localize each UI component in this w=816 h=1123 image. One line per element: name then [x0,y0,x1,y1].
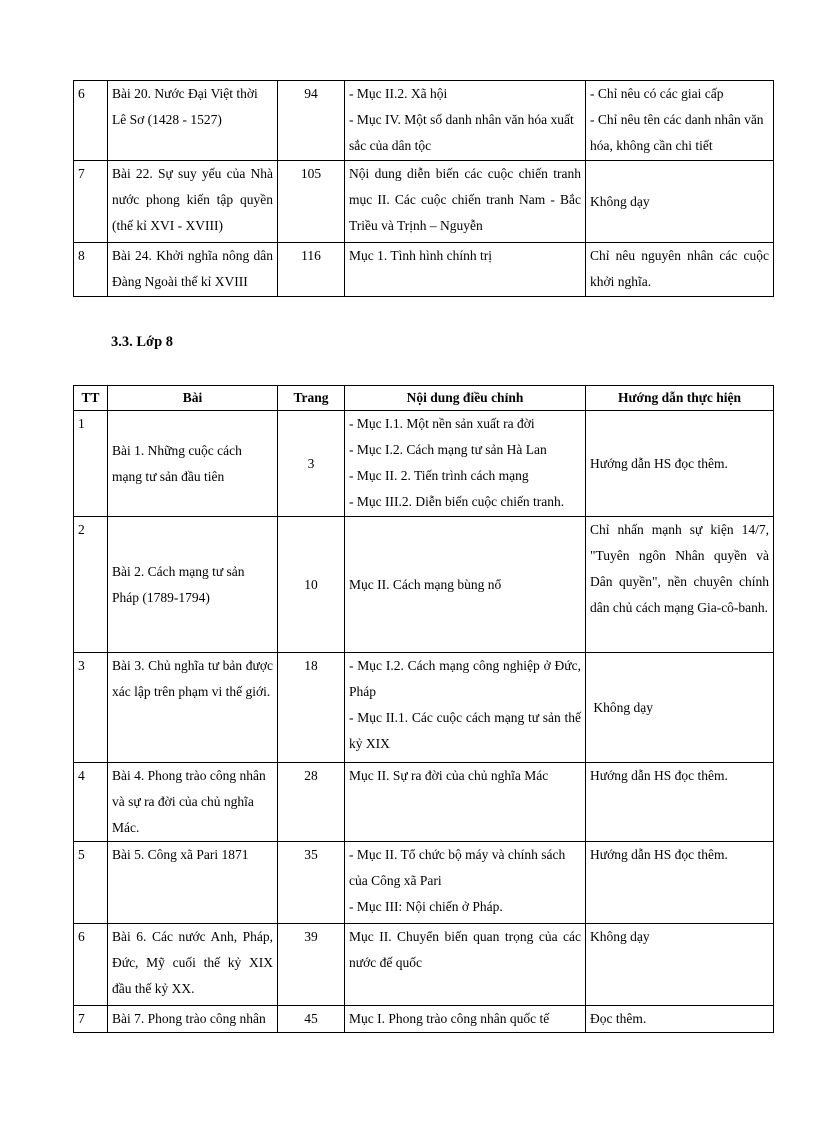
table-row [74,411,774,517]
guide-line: - Chỉ nêu tên các danh nhân văn hóa, không cần chi tiết [590,112,764,153]
cell-bai: Bài 5. Công xã Pari 1871 [108,842,278,924]
cell-noi-dung [345,653,586,763]
cell-huong-dan [586,81,774,161]
cell-bai: Bài 3. Chủ nghĩa tư bản được xác lập trên phạm vi thế giới. [108,653,278,763]
cell-huong-dan: Đọc thêm. [586,1006,774,1033]
content-line: - Mục II. 2. Tiến trình cách mạng [349,468,529,483]
cell-tt: 6 [74,81,108,161]
cell-trang: 39 [278,924,345,1006]
cell-tt: 3 [74,653,108,763]
header-trang: Trang [278,386,345,411]
cell-trang: 94 [278,81,345,161]
cell-noi-dung: Mục I. Phong trào công nhân quốc tế [345,1006,586,1033]
table-row [74,1006,774,1033]
table-row [74,517,774,653]
cell-tt: 5 [74,842,108,924]
cell-trang: 3 [278,411,345,517]
cell-huong-dan: Không dạy [586,161,774,243]
header-tt: TT [74,386,108,411]
cell-huong-dan: Không dạy [586,653,774,763]
cell-trang: 28 [278,763,345,842]
cell-tt: 1 [74,411,108,517]
cell-noi-dung: Mục II. Cách mạng bùng nổ [345,517,586,653]
cell-trang: 105 [278,161,345,243]
cell-trang: 35 [278,842,345,924]
cell-huong-dan: Chỉ nêu nguyên nhân các cuộc khởi nghĩa. [586,243,774,297]
cell-huong-dan: Chỉ nhấn mạnh sự kiện 14/7, "Tuyên ngôn Nhân quyền và Dân quyền", nền chuyên chính dân chủ cách mạng Gia-cô-banh. [586,517,774,653]
cell-tt: 2 [74,517,108,653]
cell-noi-dung: Mục II. Sự ra đời của chủ nghĩa Mác [345,763,586,842]
cell-trang: 18 [278,653,345,763]
cell-noi-dung [345,411,586,517]
cell-huong-dan: Hướng dẫn HS đọc thêm. [586,763,774,842]
table-grade7-continued [73,80,774,297]
table-row [74,243,774,297]
cell-bai: Bài 22. Sự suy yếu của Nhà nước phong kiến tập quyền (thế kỉ XVI - XVIII) [108,161,278,243]
content-line: - Mục II.2. Xã hội [349,86,448,101]
header-noi-dung: Nội dung điều chỉnh [345,386,586,411]
header-bai: Bài [108,386,278,411]
cell-bai: Bài 2. Cách mạng tư sản Pháp (1789-1794) [108,517,278,653]
cell-bai: Bài 24. Khởi nghĩa nông dân Đàng Ngoài thế kỉ XVIII [108,243,278,297]
cell-noi-dung: Nội dung diễn biến các cuộc chiến tranh mục II. Các cuộc chiến tranh Nam - Bắc Triều và Trịnh – Nguyễn [345,161,586,243]
cell-bai: Bài 1. Những cuộc cách mạng tư sản đầu tiên [108,411,278,517]
cell-trang: 45 [278,1006,345,1033]
content-line: - Mục III.2. Diễn biến cuộc chiến tranh. [349,494,565,509]
cell-trang: 10 [278,517,345,653]
cell-noi-dung [345,842,586,924]
content-line: - Mục I.1. Một nền sản xuất ra đời [349,416,535,431]
cell-tt: 7 [74,1006,108,1033]
guide-line: - Chỉ nêu có các giai cấp [590,86,724,101]
table-grade8 [73,385,774,1033]
content-line: - Mục IV. Một số danh nhân văn hóa xuất sắc của dân tộc [349,112,574,153]
content-line: - Mục I.2. Cách mạng công nghiệp ở Đức, Pháp [349,658,581,699]
table-row [74,161,774,243]
cell-tt: 7 [74,161,108,243]
cell-huong-dan: Hướng dẫn HS đọc thêm. [586,842,774,924]
cell-noi-dung [345,81,586,161]
cell-noi-dung: Mục II. Chuyển biến quan trọng của các nước đế quốc [345,924,586,1006]
cell-huong-dan: Hướng dẫn HS đọc thêm. [586,411,774,517]
content-line: - Mục II.1. Các cuộc cách mạng tư sản thế kỷ XIX [349,710,581,751]
section-heading: 3.3. Lớp 8 [111,334,174,350]
content-line: - Mục III: Nội chiến ở Pháp. [349,899,503,914]
content-line: - Mục I.2. Cách mạng tư sản Hà Lan [349,442,547,457]
table-row [74,81,774,161]
cell-trang: 116 [278,243,345,297]
cell-tt: 4 [74,763,108,842]
cell-bai: Bài 4. Phong trào công nhân và sự ra đời của chủ nghĩa Mác. [108,763,278,842]
cell-tt: 8 [74,243,108,297]
cell-bai: Bài 20. Nước Đại Việt thời Lê Sơ (1428 - 1527) [108,81,278,161]
table-row [74,924,774,1006]
content-line: - Mục II. Tổ chức bộ máy và chính sách của Công xã Pari [349,847,566,888]
cell-noi-dung: Mục 1. Tình hình chính trị [345,243,586,297]
table-row [74,653,774,763]
header-huong-dan: Hướng dẫn thực hiện [586,386,774,411]
table-header-row [74,386,774,411]
cell-tt: 6 [74,924,108,1006]
table-row [74,842,774,924]
cell-bai: Bài 7. Phong trào công nhân [108,1006,278,1033]
cell-huong-dan: Không dạy [586,924,774,1006]
cell-bai: Bài 6. Các nước Anh, Pháp, Đức, Mỹ cuối thế kỷ XIX đầu thế kỷ XX. [108,924,278,1006]
table-row [74,763,774,842]
